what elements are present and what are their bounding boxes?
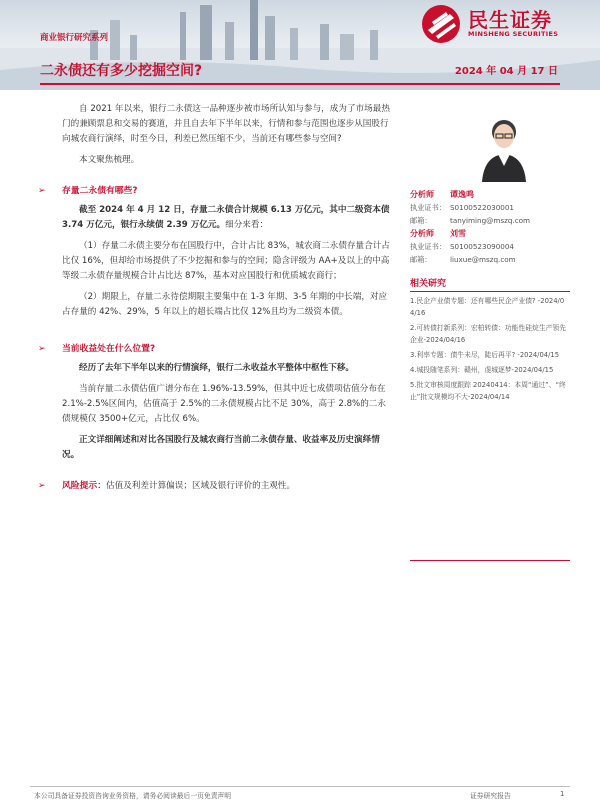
summary-body — [38, 102, 392, 498]
section-title: 当前收益处在什么位置? — [62, 344, 156, 354]
logo-english-text: MINSHENG SECURITIES — [468, 30, 559, 38]
logo-text: 民生证券 — [468, 8, 552, 32]
email-link[interactable]: tanyiming@mszq.com — [450, 216, 531, 225]
risk-text: 估值及利差计算偏误；区域及银行评价的主观性。 — [106, 481, 296, 491]
section-paragraph: 正文详细阐述和对比各国股行及城农商行当前二永债存量、收益率及历史演绎情况。 — [62, 435, 380, 460]
related-research-link[interactable]: 2.可转债打新系列：宏柏转债：功能性硅烷生产领先企业-2024/04/16 — [410, 324, 567, 344]
risk-title: 风险提示： — [62, 481, 106, 491]
cert-label: 执业证书： — [410, 242, 446, 251]
page-title: 二永债还有多少挖掘空间? — [40, 63, 203, 79]
minsheng-logo-icon — [420, 4, 462, 44]
risk-heading — [38, 479, 392, 494]
company-logo — [420, 4, 580, 44]
footer-divider — [30, 786, 570, 787]
arrow-bullet-icon: ➢ — [38, 186, 46, 196]
analyst-card — [410, 227, 570, 266]
cert-label: 执业证书： — [410, 203, 446, 212]
related-research-link[interactable]: 5.批文审核周度跟踪 20240414：本周“通过”、“终止”批文规模均不大-2024/04/14 — [410, 381, 566, 401]
page-number: 1 — [560, 790, 565, 798]
email-label: 邮箱： — [410, 216, 432, 225]
analyst-role: 分析师 — [410, 229, 434, 238]
section-heading — [38, 184, 392, 199]
disclaimer-text: 本公司具备证券投资咨询业务资格，请务必阅读最后一页免责声明 — [34, 792, 232, 800]
avatar — [468, 110, 540, 182]
email-link[interactable]: liuxue@mszq.com — [450, 255, 516, 264]
report-series: 商业银行研究系列 — [40, 33, 109, 43]
related-research-link[interactable]: 3.利率专题：债牛未尽，陡后再平? -2024/04/15 — [410, 351, 560, 359]
sidebar-divider — [410, 560, 570, 561]
sidebar — [410, 110, 570, 403]
related-research-link[interactable]: 4.城投随笔系列：赣州，虔城逐梦-2024/04/15 — [410, 366, 554, 374]
section-heading — [38, 342, 392, 357]
section-title: 存量二永债有哪些? — [62, 186, 138, 196]
intro-paragraph: 本文聚焦梳理。 — [79, 155, 140, 165]
plain-text: 细分来看： — [225, 220, 269, 230]
section-paragraph: 当前存量二永债估值广谱分布在 1.96%-13.59%，但其中近七成债项估值分布在 2.1%-2.5%区间内，估值高于 2.5%的二永债规模占比不足 30%，高于 2.8%的二永债规模仅 3500+亿元，占比仅 6%。 — [62, 384, 386, 424]
related-research-title: 相关研究 — [410, 276, 570, 292]
section-paragraph: （1）存量二永债主要分布在国股行中，合计占比 83%，城农商二永债存量合计占比仅 16%，但却给市场提供了不少挖掘和参与的空间；隐含评级为 AA+及以上的中高等级二永债存量规模合计占比达 87%，基本对应国股行和优质城农商行； — [62, 241, 390, 281]
analyst-photo — [468, 110, 540, 182]
analyst-name: 刘雪 — [450, 229, 466, 238]
email-label: 邮箱： — [410, 255, 432, 264]
section-paragraph: （2）期限上，存量二永待偿期限主要集中在 1-3 年期、3-5 年期的中长端，对应占存量的 42%、29%，5 年以上的超长端占比仅 12%且均为二级资本债。 — [62, 292, 388, 317]
analyst-role: 分析师 — [410, 190, 434, 199]
analyst-card — [410, 188, 570, 227]
section-paragraph: 经历了去年下半年以来的行情演绎，银行二永收益水平整体中枢性下移。 — [79, 363, 355, 373]
report-date: 2024 年 04 月 17 日 — [454, 66, 558, 77]
cert-number: S0100522030001 — [450, 203, 515, 212]
section-paragraph — [62, 203, 392, 233]
intro-paragraph: 自 2021 年以来，银行二永债这一品种逐步被市场所认知与参与，成为了市场最热门的兼顾票息和交易的赛道，并且自去年下半年以来，行情和参与范围也逐步从国股行向城农商行演绎，时至今日，利差已然压缩不少，当前还有哪些参与空间? — [62, 104, 390, 144]
report-type: 证券研究报告 — [470, 792, 511, 800]
arrow-bullet-icon: ➢ — [38, 344, 46, 354]
cert-number: S0100523090004 — [450, 242, 515, 251]
analyst-name: 谭逸鸣 — [450, 190, 474, 199]
bold-text: 截至 2024 年 4 月 12 日，存量二永债合计规模 6.13 万亿元，其中二级资本债 3.74 万亿元，银行永续债 2.39 万亿元。 — [62, 205, 390, 230]
related-research-link[interactable]: 1.民企产业债专题：还有哪些民企产业债? -2024/04/16 — [410, 297, 565, 317]
arrow-bullet-icon: ➢ — [38, 481, 46, 491]
report-header — [0, 0, 600, 90]
header-divider — [40, 83, 560, 85]
